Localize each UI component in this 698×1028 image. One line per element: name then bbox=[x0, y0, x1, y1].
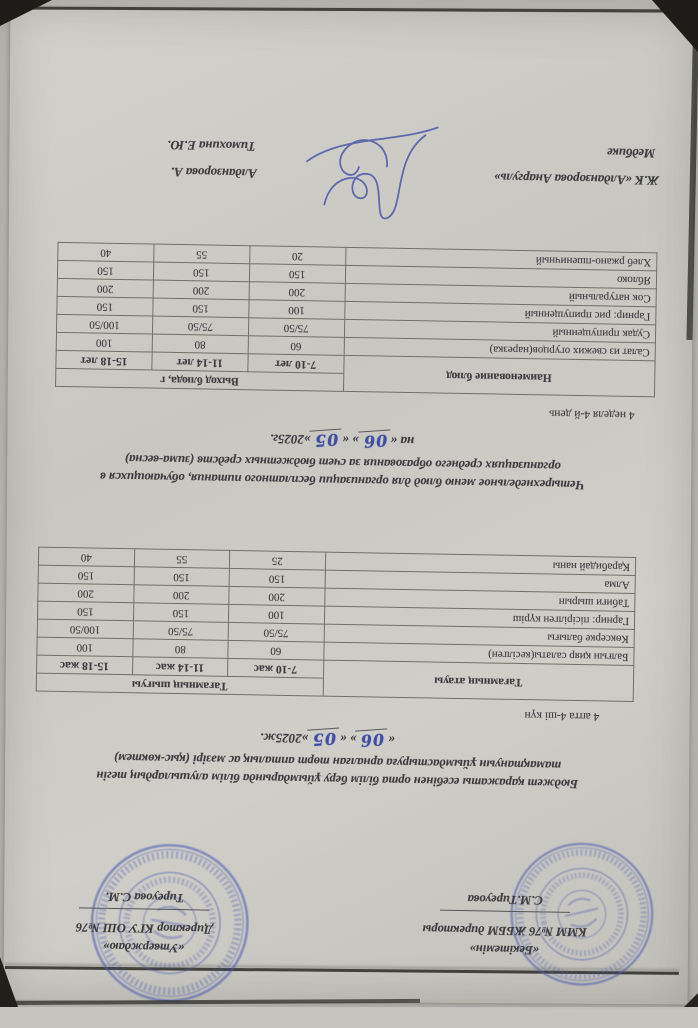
age-column: 11-14 лет bbox=[152, 352, 248, 372]
portion-value: 200 bbox=[229, 586, 325, 606]
column-header-output: Тағамның шығуы bbox=[36, 673, 323, 696]
menu-date-kazakh bbox=[260, 728, 395, 750]
portion-value: 55 bbox=[134, 549, 230, 569]
menu-table-kazakh bbox=[36, 547, 636, 702]
portion-value: 100 bbox=[56, 332, 152, 352]
portion-value: 150 bbox=[37, 601, 133, 621]
menu-title-line: тамақтануын ұйымдастыруға арналған төрт апталық ас мәзірі (қыс-көктем) bbox=[113, 750, 562, 773]
dish-name: Көксерке балығы bbox=[324, 624, 635, 647]
approval-name: С.М.Тиреуова bbox=[467, 892, 543, 908]
portion-value: 200 bbox=[38, 583, 134, 603]
menu-table-russian bbox=[55, 242, 657, 397]
dish-name: Табиғи шырын bbox=[324, 588, 635, 611]
photo-corner-shadow bbox=[0, 0, 52, 26]
approval-name: Тиреуова С.М. bbox=[105, 890, 184, 906]
handwritten-month: 05 bbox=[307, 728, 340, 750]
menu-title-line: Четырехнедельное меню блюд для организации бесплатного питания, обучающихся в bbox=[99, 469, 585, 493]
column-header-output: Выход блюда, г bbox=[56, 368, 344, 391]
approval-block-russian bbox=[16, 885, 272, 959]
menu-title-line: организациях среднего образования за счет бюджетных средств (зима-весна) bbox=[124, 451, 561, 474]
document-content-rotated-180 bbox=[0, 5, 698, 1008]
handwritten-day: 06 bbox=[358, 429, 391, 451]
dish-name: Яблоко bbox=[345, 265, 657, 288]
nurse-label: Медбике bbox=[606, 145, 656, 161]
portion-value: 40 bbox=[58, 242, 154, 262]
age-column: 7-10 жас bbox=[228, 658, 324, 678]
age-column: 15-18 лет bbox=[56, 350, 152, 370]
menu-date-russian bbox=[270, 430, 414, 453]
portion-value: 150 bbox=[57, 260, 153, 280]
portion-value: 200 bbox=[57, 278, 153, 298]
dish-name: Судак припущенный bbox=[344, 319, 656, 342]
dish-name: Салат из свежих огурцов(нарезка) bbox=[344, 337, 656, 360]
portion-value: 100 bbox=[248, 300, 344, 320]
date-printed: » « bbox=[342, 432, 359, 449]
approval-org: Директор КГУ ОШ №76 bbox=[75, 919, 213, 937]
dish-name: Балғын қияр салаты(кесілген) bbox=[323, 642, 634, 665]
portion-value: 200 bbox=[133, 585, 229, 605]
menu-title-kazakh bbox=[46, 747, 629, 794]
approval-block-kazakh bbox=[359, 887, 650, 961]
portion-value: 60 bbox=[228, 640, 324, 660]
portion-value: 150 bbox=[57, 296, 153, 316]
week-day-kazakh: 4 апта 4-ші күн bbox=[524, 709, 600, 723]
portion-value: 150 bbox=[153, 298, 249, 318]
handwritten-signature-icon bbox=[296, 118, 448, 236]
signature-line bbox=[79, 908, 209, 911]
portion-value: 150 bbox=[134, 567, 230, 587]
portion-value: 80 bbox=[152, 334, 248, 354]
portion-value: 200 bbox=[153, 280, 249, 300]
portion-value: 80 bbox=[132, 639, 228, 659]
portion-value: 100 bbox=[229, 604, 325, 624]
portion-value: 150 bbox=[249, 264, 345, 284]
portion-value: 75/50 bbox=[133, 621, 229, 641]
portion-value: 20 bbox=[249, 246, 345, 266]
date-printed: »2025г. bbox=[269, 431, 311, 448]
dish-name: Алма bbox=[325, 570, 636, 593]
column-header-dish: Тағамның атауы bbox=[323, 660, 634, 701]
week-day-russian: 4 неделя 4-й день bbox=[548, 407, 635, 421]
dish-name: Гарнир: пісірілген күріш bbox=[324, 606, 635, 629]
dish-name: Қарабидай наны bbox=[325, 552, 636, 575]
portion-value: 25 bbox=[229, 550, 325, 570]
portion-value: 75/50 bbox=[248, 318, 344, 338]
portion-value: 75/50 bbox=[152, 316, 248, 336]
portion-value: 100/50 bbox=[37, 619, 133, 639]
portion-value: 150 bbox=[229, 568, 325, 588]
portion-value: 40 bbox=[38, 547, 134, 567]
age-column: 15-18 жас bbox=[37, 655, 133, 675]
portion-value: 100 bbox=[37, 637, 133, 657]
age-column: 7-10 лет bbox=[248, 354, 344, 374]
photo-corner-shadow bbox=[652, 0, 698, 52]
portion-value: 60 bbox=[248, 336, 344, 356]
paper-sheet bbox=[4, 9, 695, 1005]
menu-title-russian bbox=[51, 448, 634, 495]
portion-value: 75/50 bbox=[228, 622, 324, 642]
photo-corner-shadow bbox=[0, 957, 18, 1007]
approval-title: «Утверждаю» bbox=[103, 939, 185, 956]
signature-line bbox=[440, 910, 570, 913]
approval-org: КММ №76 ЖББМ директоры bbox=[422, 921, 587, 939]
approval-title: «Бекітемін» bbox=[469, 942, 540, 958]
date-printed: »2025ж. bbox=[259, 730, 309, 747]
dish-name: Сок натуральный bbox=[345, 283, 657, 306]
dish-name: Хлеб ржано-пшеничный bbox=[345, 247, 657, 270]
date-printed: на « bbox=[390, 433, 415, 450]
vendor-name: Алданзорова А. bbox=[170, 164, 257, 181]
portion-value: 55 bbox=[154, 244, 250, 264]
vendor-label: Ж.К «Алданзорова Анаргуль» bbox=[493, 170, 659, 188]
dish-name: Гарнир: рис припущенный bbox=[344, 301, 656, 324]
date-printed: » « bbox=[340, 731, 357, 748]
portion-value: 150 bbox=[153, 262, 249, 282]
handwritten-day: 06 bbox=[356, 728, 389, 750]
table-header-row bbox=[56, 368, 655, 396]
nurse-name: Тимохина Е.Ю. bbox=[167, 137, 256, 154]
table-header-row bbox=[36, 673, 633, 701]
photo-corner-shadow bbox=[684, 993, 698, 1007]
portion-value: 100/50 bbox=[56, 314, 152, 334]
portion-value: 200 bbox=[249, 282, 345, 302]
menu-title-line: Бюджет қаражаты есебінен орта білім беру ұйымдарында білім алушылардың тегін bbox=[96, 768, 579, 792]
column-header-dish: Наименование блюд bbox=[343, 355, 655, 396]
portion-value: 150 bbox=[38, 565, 134, 585]
portion-value: 150 bbox=[133, 603, 229, 623]
handwritten-month: 05 bbox=[310, 429, 343, 451]
age-column: 11-14 жас bbox=[132, 657, 228, 677]
date-printed: « bbox=[388, 732, 396, 748]
